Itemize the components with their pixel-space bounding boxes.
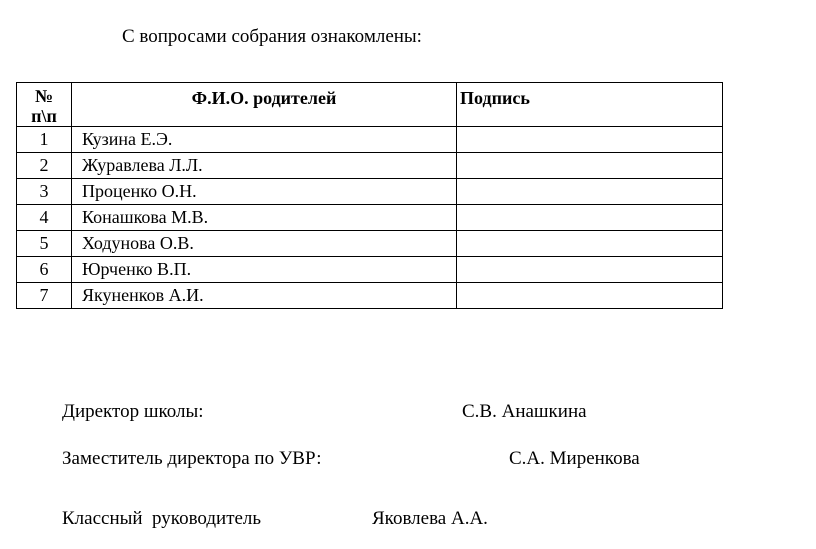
row-name: Якуненков А.И. (72, 283, 457, 309)
row-signature (457, 231, 723, 257)
class-teacher-name: Яковлева А.А. (372, 508, 488, 529)
class-teacher-title: Классный руководитель (62, 508, 262, 529)
header-number-symbol: № (34, 86, 54, 106)
row-number: 6 (17, 257, 72, 283)
header-signature: Подпись (457, 83, 723, 127)
header-name: Ф.И.О. родителей (72, 83, 457, 127)
table-row (17, 153, 723, 179)
row-number: 7 (17, 283, 72, 309)
row-number: 2 (17, 153, 72, 179)
row-name: Ходунова О.В. (72, 231, 457, 257)
header-number (17, 83, 72, 127)
row-signature (457, 257, 723, 283)
row-number: 4 (17, 205, 72, 231)
deputy-name: С.А. Миренкова (509, 448, 640, 469)
row-number: 3 (17, 179, 72, 205)
director-name: С.В. Анашкина (462, 401, 587, 422)
row-number: 1 (17, 127, 72, 153)
row-name: Юрченко В.П. (72, 257, 457, 283)
row-number: 5 (17, 231, 72, 257)
header-number-abbrev: п\п (31, 106, 57, 126)
row-name: Конашкова М.В. (72, 205, 457, 231)
table-row (17, 231, 723, 257)
table-row (17, 127, 723, 153)
director-title: Директор школы: (62, 401, 204, 422)
parents-signature-table (16, 82, 723, 309)
table-row (17, 205, 723, 231)
row-name: Журавлева Л.Л. (72, 153, 457, 179)
row-signature (457, 283, 723, 309)
row-name: Проценко О.Н. (72, 179, 457, 205)
table-row (17, 179, 723, 205)
table-row (17, 283, 723, 309)
page-heading: С вопросами собрания ознакомлены: (122, 26, 422, 47)
row-signature (457, 205, 723, 231)
table-header-row (17, 83, 723, 127)
table-row (17, 257, 723, 283)
deputy-title: Заместитель директора по УВР: (62, 448, 322, 469)
row-signature (457, 127, 723, 153)
row-name: Кузина Е.Э. (72, 127, 457, 153)
row-signature (457, 153, 723, 179)
row-signature (457, 179, 723, 205)
